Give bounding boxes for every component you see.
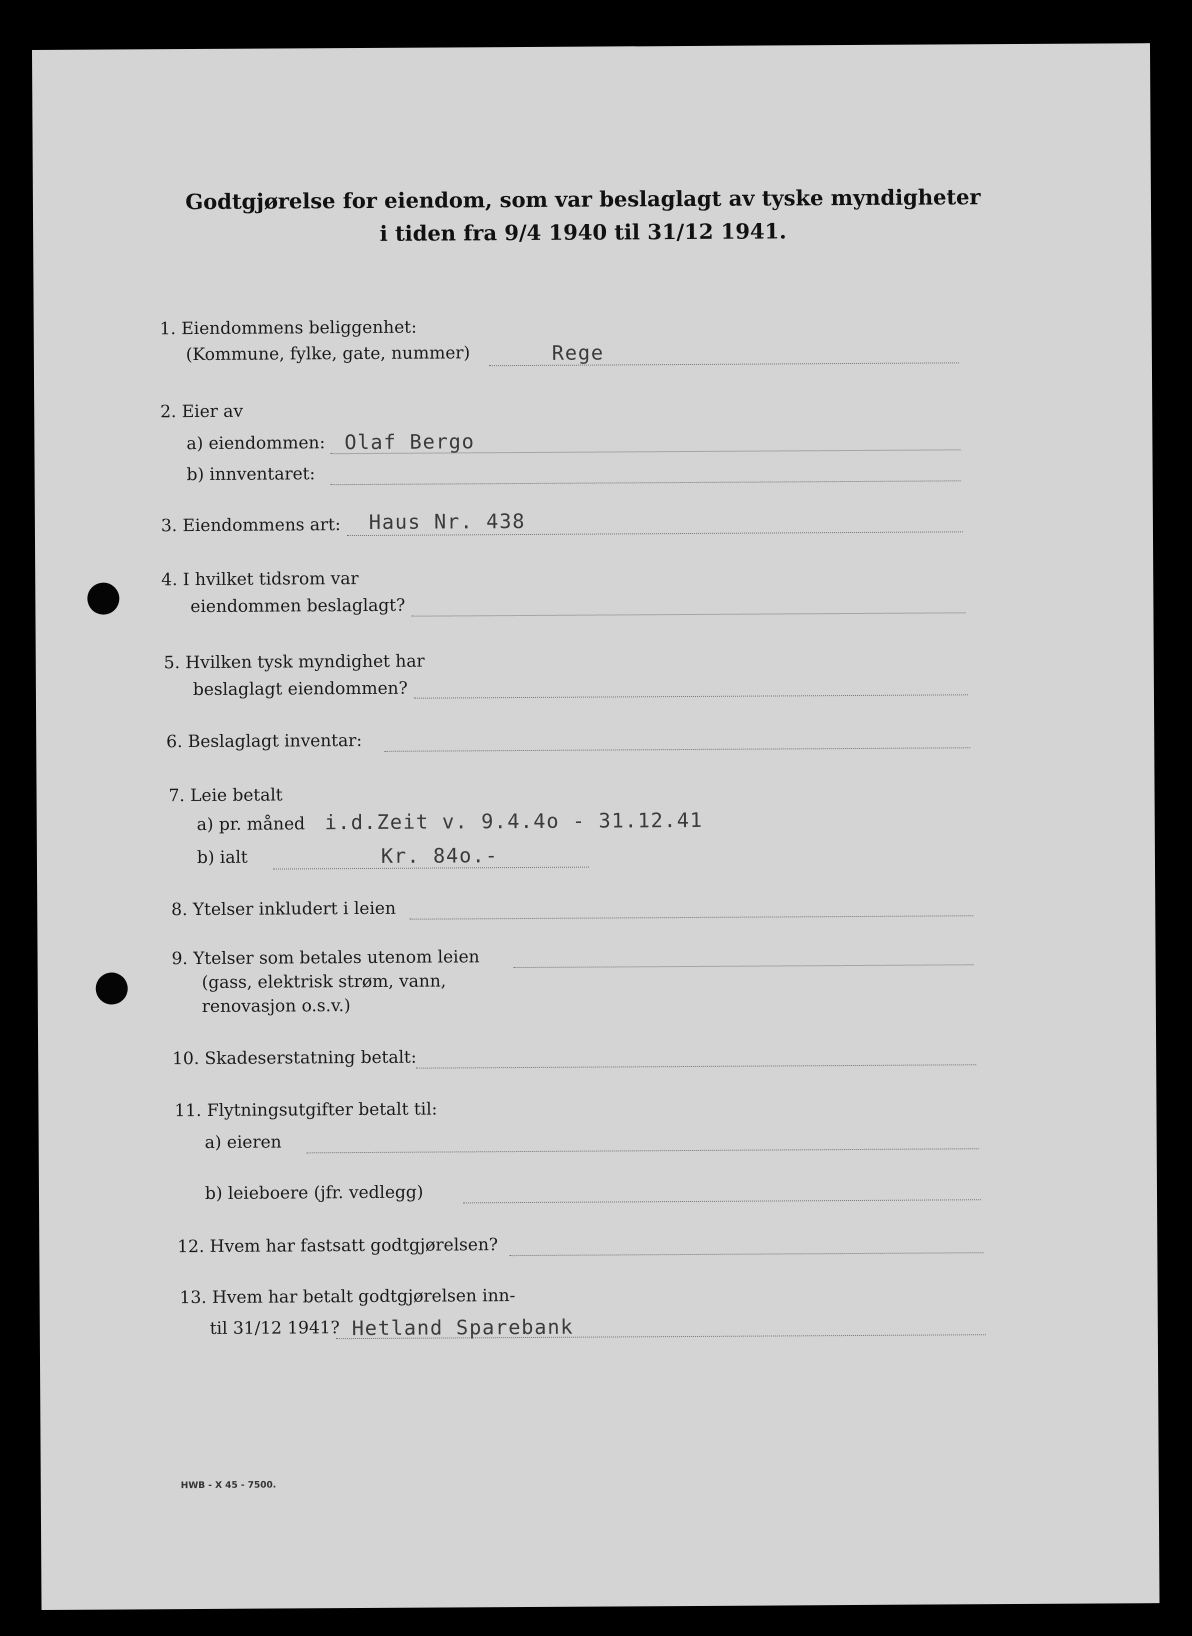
q1-label: 1. Eiendommens beliggenhet: <box>159 317 417 340</box>
q13-answer: Hetland Sparebank <box>351 1314 574 1341</box>
q7a-label: a) pr. måned <box>196 814 306 836</box>
q12-label: 12. Hvem har fastsatt godtgjørelsen? <box>177 1235 499 1258</box>
q3-label: 3. Eiendommens art: <box>160 515 341 537</box>
title-line-2: i tiden fra 9/4 1940 til 31/12 1941. <box>379 218 787 246</box>
q9-sublabel-2: renovasjon o.s.v.) <box>201 996 351 1017</box>
q5-sublabel: beslaglagt eiendommen? <box>192 678 408 701</box>
q7b-answer: Kr. 84o.- <box>380 843 499 868</box>
q12-answer-line <box>509 1252 983 1256</box>
q8-answer-line <box>409 915 973 919</box>
q11b-label: b) leieboere (jfr. vedlegg) <box>204 1182 424 1204</box>
q6-label: 6. Beslaglagt inventar: <box>166 730 363 753</box>
q13-label: 13. Hvem har betalt godtgjørelsen inn- <box>179 1286 516 1309</box>
punch-hole-bottom <box>96 972 128 1004</box>
q6-answer-line <box>384 747 970 752</box>
q2-label: 2. Eier av <box>160 401 244 423</box>
q9-label: 9. Ytelser som betales utenom leien <box>171 947 480 970</box>
q7b-label: b) ialt <box>196 847 248 869</box>
q1-sublabel: (Kommune, fylke, gate, nummer) <box>185 343 471 366</box>
q8-label: 8. Ytelser inkludert i leien <box>171 898 396 921</box>
q11a-label: a) eieren <box>204 1132 282 1153</box>
q2a-answer: Olaf Bergo <box>344 429 475 455</box>
print-code: HWB - X 45 - 7500. <box>180 1480 277 1492</box>
punch-hole-top <box>87 582 119 614</box>
form-page <box>32 43 1160 1610</box>
q9-sublabel-1: (gass, elektrisk strøm, vann, <box>201 971 447 993</box>
q5-answer-line <box>414 694 968 698</box>
q4-label: 4. I hvilket tidsrom var <box>161 569 359 591</box>
q4-sublabel: eiendommen beslaglagt? <box>190 595 406 618</box>
q2a-label: a) eiendommen: <box>186 433 326 455</box>
q11a-answer-line <box>307 1148 979 1153</box>
q7a-answer: i.d.Zeit v. 9.4.4o - 31.12.41 <box>324 807 703 835</box>
q11b-answer-line <box>463 1199 981 1203</box>
q10-answer-line <box>416 1064 976 1068</box>
q11-label: 11. Flytningsutgifter betalt til: <box>174 1099 438 1122</box>
q3-answer: Haus Nr. 438 <box>368 508 526 534</box>
q1-answer: Rege <box>551 340 605 365</box>
q7-label: 7. Leie betalt <box>168 785 283 807</box>
q2b-answer-line <box>331 480 961 485</box>
q5-label: 5. Hvilken tysk myndighet har <box>163 651 425 674</box>
q9-answer-line <box>514 964 974 968</box>
q13-sublabel: til 31/12 1941? <box>209 1318 340 1339</box>
q10-label: 10. Skadeserstatning betalt: <box>172 1047 417 1070</box>
title-line-1: Godtgjørelse for eiendom, som var beslaglagt av tyske myndigheter <box>185 184 981 215</box>
q2b-label: b) innventaret: <box>186 464 316 486</box>
q4-answer-line <box>411 612 965 616</box>
